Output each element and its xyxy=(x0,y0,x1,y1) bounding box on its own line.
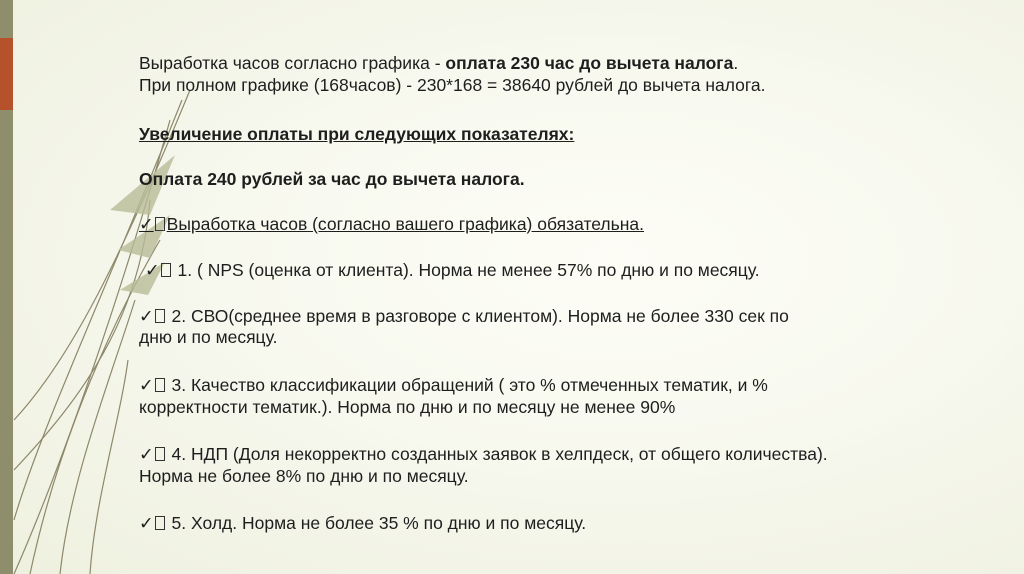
pay-rate-line: Оплата 240 рублей за час до вычета налога. xyxy=(139,169,525,189)
missing-glyph-icon xyxy=(155,516,165,530)
intro-period: . xyxy=(733,53,739,73)
list-item xyxy=(139,306,789,327)
missing-glyph-icon xyxy=(155,217,165,231)
list-item xyxy=(145,260,760,281)
list-item-text: Выработка часов (согласно вашего графика) обязательна. xyxy=(166,214,645,234)
intro-line-1 xyxy=(139,53,738,74)
list-item xyxy=(139,444,828,465)
section-heading: Увеличение оплаты при следующих показателях: xyxy=(139,124,575,144)
list-item-text: 1. ( NPS (оценка от клиента). Норма не менее 57% по дню и по месяцу. xyxy=(177,260,760,280)
missing-glyph-icon xyxy=(155,447,165,461)
missing-glyph-icon xyxy=(155,309,165,323)
list-item-text: 4. НДП (Доля некорректно созданных заявок в хелпдеск, от общего количества). xyxy=(166,444,828,464)
check-mark-icon: ✓ xyxy=(139,444,154,464)
missing-glyph-icon xyxy=(155,378,165,392)
list-item xyxy=(139,375,768,396)
intro-line-2: При полном графике (168часов) - 230*168 = 38640 рублей до вычета налога. xyxy=(139,75,766,95)
list-item-text: 5. Холд. Норма не более 35 % по дню и по месяцу. xyxy=(166,513,587,533)
list-item-continuation: дню и по месяцу. xyxy=(139,327,278,347)
check-mark-icon: ✓ xyxy=(139,513,154,533)
list-item xyxy=(139,214,644,235)
list-item-continuation: Норма не более 8% по дню и по месяцу. xyxy=(139,466,469,486)
list-item xyxy=(139,513,586,534)
check-mark-icon: ✓ xyxy=(139,214,154,234)
check-mark-icon: ✓ xyxy=(139,375,154,395)
check-mark-icon: ✓ xyxy=(139,306,154,326)
list-item-text: 2. СВО(среднее время в разговоре с клиентом). Норма не более 330 сек по xyxy=(166,306,789,326)
intro-text: Выработка часов согласно графика - xyxy=(139,53,446,73)
intro-bold-rate: оплата 230 час до вычета налога xyxy=(445,53,734,73)
check-mark-icon: ✓ xyxy=(145,260,160,280)
list-item-text: 3. Качество классификации обращений ( это % отмеченных тематик, и % xyxy=(166,375,768,395)
missing-glyph-icon xyxy=(161,263,171,277)
list-item-continuation: корректности тематик.). Норма по дню и по месяцу не менее 90% xyxy=(139,397,676,417)
